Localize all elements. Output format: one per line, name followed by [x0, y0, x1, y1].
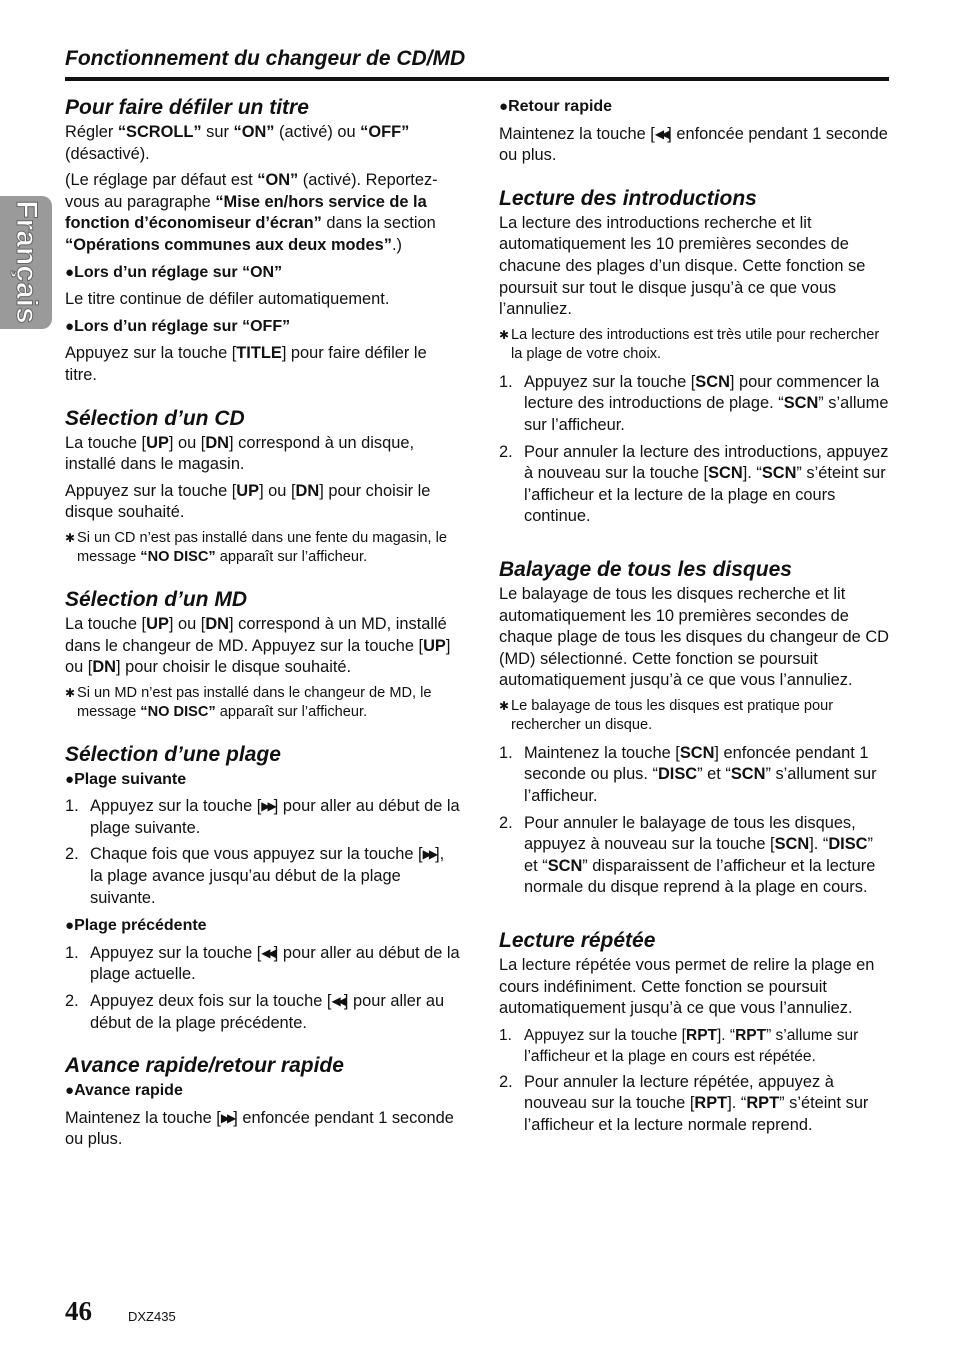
bullet-icon: ●: [65, 263, 75, 281]
bullet-icon: ●: [65, 917, 75, 935]
right-column: [499, 96, 891, 1143]
list-item: 1. Maintenez la touche [SCN] enfoncée pendant 1 seconde ou plus. “DISC” et “SCN” s’allument sur l’afficheur.: [499, 743, 877, 806]
next-track-steps: [65, 796, 460, 909]
list-item: 1. Appuyez sur la touche [◀◀] pour aller au début de la plage actuelle.: [65, 943, 460, 984]
header-rule: [65, 77, 889, 81]
model-number: DXZ435: [128, 1309, 176, 1324]
scan-title: Balayage de tous les disques: [499, 557, 792, 581]
list-item: 2. Appuyez deux fois sur la touche [◀◀] pour aller au début de la plage précédente.: [65, 992, 445, 1032]
ff-title: Avance rapide/retour rapide: [65, 1054, 344, 1078]
list-item: 2. Pour annuler la lecture répétée, appuyez à nouveau sur la touche [RPT]. “RPT” s’éteint sur l’afficheur et la lecture normale reprend.: [499, 1072, 869, 1134]
list-item: 2. Chaque fois que vous appuyez sur la touche [▶▶], la plage avance jusqu’au début de la plage suivante.: [65, 845, 445, 907]
md-note: ✱ Si un MD n’est pas installé dans le changeur de MD, le message “NO DISC” apparaît sur l’afficheur.: [65, 684, 432, 721]
rew-heading: ●Retour rapide: [499, 98, 613, 115]
fast-forward-icon: ▶▶: [422, 847, 436, 862]
list-item: 1. Appuyez sur la touche [SCN] pour commencer la lecture des introductions de plage. “SCN” s’allume sur l’afficheur.: [499, 372, 889, 434]
intro-title: Lecture des introductions: [499, 186, 757, 210]
cd-p1: La touche [UP] ou [DN] correspond à un disque, installé dans le magasin.: [65, 433, 415, 474]
rewind-icon: ◀◀: [654, 126, 668, 141]
bullet-icon: ●: [65, 317, 75, 335]
scroll-on-text: Le titre continue de défiler automatiquement.: [65, 290, 390, 309]
asterisk-icon: ✱: [499, 327, 510, 342]
cd-note: ✱ Si un CD n’est pas installé dans une fente du magasin, le message “NO DISC” apparaît sur l’afficheur.: [65, 529, 447, 566]
ff-text: Maintenez la touche [▶▶] enfoncée pendant 1 seconde ou plus.: [65, 1108, 454, 1149]
cd-p2: Appuyez sur la touche [UP] ou [DN] pour choisir le disque souhaité.: [65, 481, 431, 522]
language-tab: [0, 196, 52, 329]
scan-steps: [499, 743, 891, 899]
intro-p1: La lecture des introductions recherche et lit automatiquement les 10 premières secondes de chacune des plages d’un disque. Cette fonction se poursuit sur tout le disque jusqu’à ce que vous l’annuliez.: [499, 213, 866, 319]
prev-track-heading: ●Plage précédente: [65, 917, 207, 935]
asterisk-icon: ✱: [499, 698, 510, 713]
left-column: [65, 96, 460, 1156]
list-item: 1. Appuyez sur la touche [RPT]. “RPT” s’allume sur l’afficheur et la plage en cours est répétée.: [499, 1026, 859, 1065]
md-title: Sélection d’un MD: [65, 587, 248, 611]
bullet-icon: ●: [65, 770, 75, 788]
track-title: Sélection d’une plage: [65, 742, 281, 766]
rewind-icon: ◀◀: [331, 994, 344, 1009]
scroll-title: Pour faire défiler un titre: [65, 96, 309, 119]
bullet-icon: ●: [499, 98, 509, 115]
section-header: Fonctionnement du changeur de CD/MD: [65, 47, 466, 70]
bullet-icon: ●: [65, 1082, 75, 1100]
asterisk-icon: ✱: [65, 685, 76, 700]
scan-note: ✱ Le balayage de tous les disques est pratique pour rechercher un disque.: [499, 697, 834, 734]
fast-forward-icon: ▶▶: [261, 799, 274, 814]
fast-forward-icon: ▶▶: [220, 1110, 234, 1125]
rew-text: Maintenez la touche [◀◀] enfoncée pendant 1 seconde ou plus.: [499, 124, 888, 165]
scroll-on-heading: ●Lors d’un réglage sur “ON”: [65, 263, 283, 281]
intro-note: ✱ La lecture des introductions est très utile pour rechercher la plage de votre choix.: [499, 326, 880, 363]
repeat-p1: La lecture répétée vous permet de relire la plage en cours indéfiniment. Cette fonction se poursuit automatiquement jusqu’à ce que vous l’annuliez.: [499, 956, 875, 1018]
scan-p1: Le balayage de tous les disques recherche et lit automatiquement les 10 premières secondes de chaque plage de tous les disques du changeur de CD (MD) sélectionné. Cette fonction se poursuit automatiquement jusqu’à ce que vous l’annuliez.: [499, 584, 890, 690]
list-item: 2. Pour annuler la lecture des introductions, appuyez à nouveau sur la touche [SCN]. “SCN” s’éteint sur l’afficheur et la lecture de la plage en cours continue.: [499, 442, 889, 526]
list-item: 1. Appuyez sur la touche [▶▶] pour aller au début de la plage suivante.: [65, 797, 460, 837]
page-number: 46: [65, 1296, 92, 1326]
ff-heading: ●Avance rapide: [65, 1082, 183, 1100]
next-track-heading: ●Plage suivante: [65, 770, 187, 788]
repeat-steps: [499, 1025, 891, 1137]
md-p1: La touche [UP] ou [DN] correspond à un MD, installé dans le changeur de MD. Appuyez sur la touche [UP] ou [DN] pour choisir le disque souhaité.: [65, 614, 451, 677]
repeat-title: Lecture répétée: [499, 929, 656, 953]
intro-steps: [499, 372, 891, 528]
scroll-p1: Régler “SCROLL” sur “ON” (activé) ou “OFF” (désactivé).: [65, 123, 410, 163]
list-item: 2. Pour annuler le balayage de tous les disques, appuyez à nouveau sur la touche [SCN]. “DISC” et “SCN” disparaissent de l’afficheur et la lecture normale du disque reprend à la plage en cours.: [499, 813, 876, 897]
rewind-icon: ◀◀: [261, 945, 274, 960]
scroll-off-text: Appuyez sur la touche [TITLE] pour faire défiler le titre.: [65, 344, 427, 384]
language-tab-label: Français: [10, 200, 43, 324]
scroll-p2: (Le réglage par défaut est “ON” (activé). Reportez-vous au paragraphe “Mise en/hors service de la fonction d’économiseur d’écran” dans la section “Opérations communes aux deux modes”.): [65, 171, 438, 254]
scroll-off-heading: ●Lors d’un réglage sur “OFF”: [65, 317, 291, 335]
cd-title: Sélection d’un CD: [65, 406, 245, 430]
prev-track-steps: [65, 943, 460, 1034]
asterisk-icon: ✱: [65, 530, 76, 545]
